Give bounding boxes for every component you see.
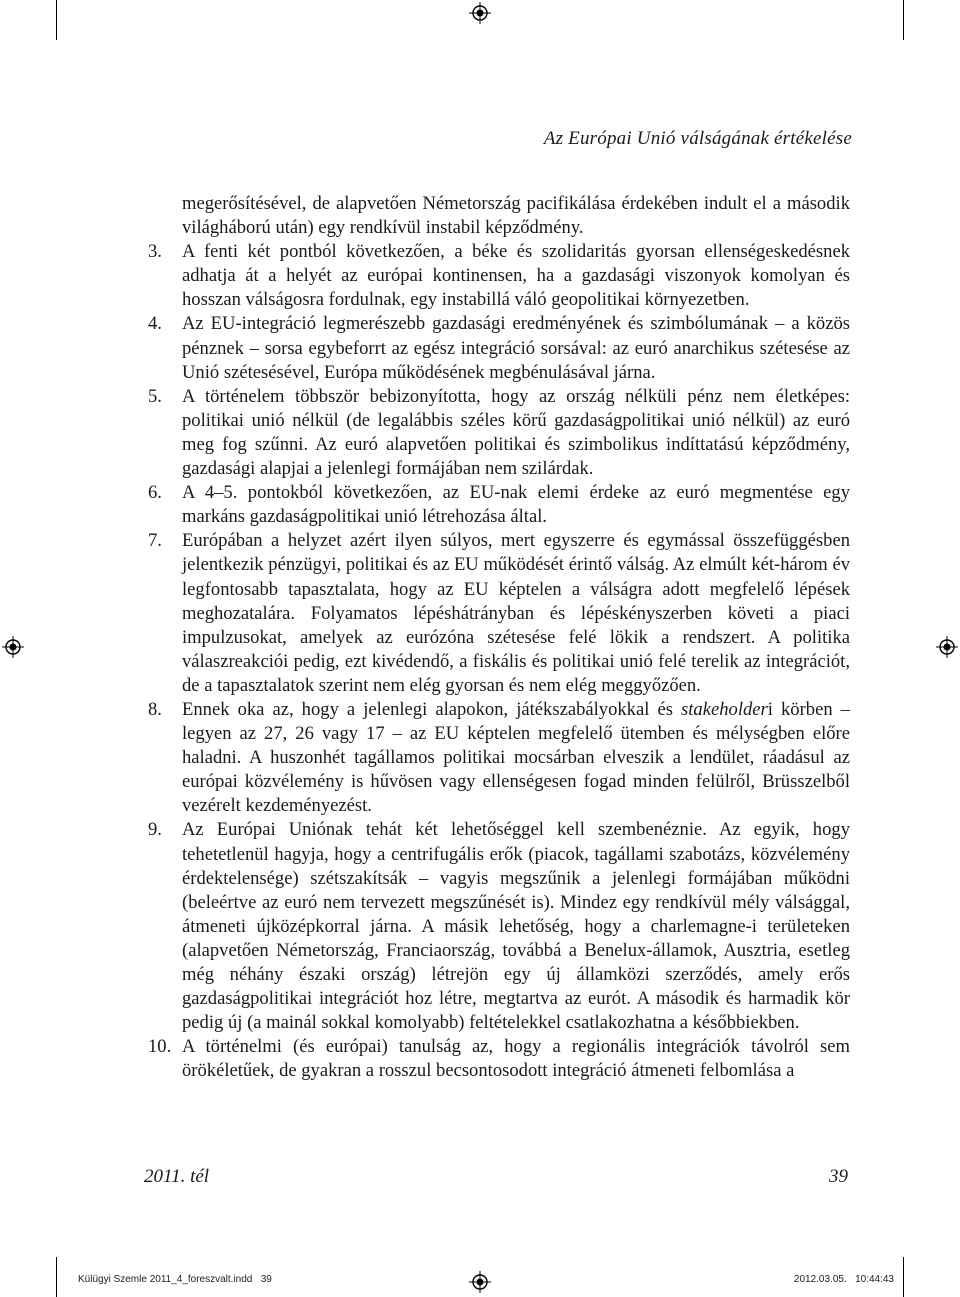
item-number: 10. [148, 1036, 172, 1058]
item-number: 5. [148, 385, 162, 407]
item-text: A 4–5. pontokból következően, az EU-nak elemi érdeke az euró megmentése egy markáns gazdaságpolitikai unió létrehozása által. [182, 482, 850, 528]
crop-mark [56, 0, 57, 40]
running-head: Az Európai Unió válságának értékelése [543, 128, 852, 149]
item-number: 3. [148, 241, 162, 263]
list-item [148, 698, 850, 818]
item-text: Európában a helyzet azért ilyen súlyos, mert egyszerre és egymással összefüggésben jelentkezik pénzügyi, politikai és az EU működését érintő válság. Az elmúlt két-három év legfontosabb tapasztalata, hogy az EU képtelen a válságra adott megfelelő lépések meghozatalára. Folyamatos lépéshátrányban és lépéskényszerben követi a piaci impulzusokat, amelyek az eurózóna szétesése felé lökik a rendszert. A politika válaszreakciói pedig, ezt kivédendő, a fiskális és politikai unió felé terelik az integrációt, de a tapasztalatok szerint nem elég gyorsan és nem elég meggyőzően. [182, 530, 850, 696]
list-item [148, 481, 850, 529]
item-text: Az Európai Uniónak tehát két lehetőséggel kell szembenéznie. Az egyik, hogy tehetetlenül hagyja, hogy a centrifugális erők (piacok, tagállami szabotázs, közvélemény érdektelensége) szétszakítsák – vagyis megszűnik a jelenlegi formájában működni (beleértve az euró nem tervezett megszűnését is). Mindez egy rendkívül mély válsággal, átmeneti újközépkorral járna. A másik lehetőség, hogy a charlemagne-i területeken (alapvetően Németország, Franciaország, továbbá a Benelux-államok, Ausztria, esetleg még néhány északi ország) létrejön egy új államközi szerződés, amely erős gazdaságpolitikai integrációt hoz létre, megtartva az eurót. A második és harmadik kör pedig új (a mainál sokkal komolyabb) feltételekkel csatlakozhatna a későbbiekben. [182, 819, 850, 1034]
issue-label: 2011. tél [144, 1166, 210, 1187]
list-item [148, 385, 850, 481]
crop-mark [56, 1257, 57, 1297]
item-text: A történelmi (és európai) tanulság az, hogy a regionális integrációk távolról sem örökéletűek, de gyakran a rosszul becsontosodott integráció átmeneti felbomlása a [182, 1036, 850, 1082]
crop-mark [903, 0, 904, 40]
item-number: 8. [148, 698, 162, 720]
list-item [148, 1035, 850, 1083]
list-item [148, 240, 850, 312]
list-item [148, 312, 850, 384]
item-number: 4. [148, 313, 162, 335]
item-text-part: i körben – legyen az 27, 26 vagy 17 – az EU képtelen megfelelő ütemben és mélységben előre haladni. A huszonhét tagállamos politikai mocsárban elveszik a lendület, ráadásul az európai közvélemény is hűvösen vagy ellenségesen fogad minden felülről, Brüsszelből vezérelt kezdeményezést. [182, 698, 850, 817]
crop-mark [903, 1257, 904, 1297]
registration-mark-icon [936, 636, 958, 658]
item-text: A fenti két pontból következően, a béke és szolidaritás gyorsan ellenségeskedésnek adhatja át a helyét az európai kontinensen, ha a gazdasági viszonyok komolyan és hosszan válságosra fordulnak, egy instabillá váló geopolitikai környezetben. [182, 241, 850, 311]
slug-filename: Külügyi Szemle 2011_4_foreszvalt.indd 39 [78, 1274, 272, 1285]
item-text: Az EU-integráció legmerészebb gazdasági eredményének és szimbólumának – a közös pénznek – sorsa egybeforrt az egész integráció sorsával: az euró anarchikus szétesése az Unió szétesésével, Európa működésének megbénulásával járna. [182, 313, 850, 383]
continuation-paragraph: megerősítésével, de alapvetően Németország pacifikálása érdekében indult el a második világháború után) egy rendkívül instabil képződmény. [182, 193, 850, 239]
body-text [148, 192, 850, 1083]
list-item [148, 818, 850, 1035]
registration-mark-icon [469, 2, 491, 24]
item-text-italic: stakeholder [681, 698, 768, 720]
item-text-part: Ennek oka az, hogy a jelenlegi alapokon, játékszabályokkal és [182, 698, 682, 720]
registration-mark-icon [2, 636, 24, 658]
item-text: A történelem többször bebizonyította, hogy az ország nélküli pénz nem életképes: politikai unió nélkül (de legalábbis széles körű gazdaságpolitikai unió nélkül) az euró meg fog szűnni. Az euró alapvetően politikai és szimbolikus indíttatású képződmény, gazdasági alapjai a jelenlegi formájában nem szilárdak. [182, 385, 850, 480]
slug-timestamp: 2012.03.05. 10:44:43 [793, 1274, 894, 1285]
page-number: 39 [829, 1166, 848, 1187]
registration-mark-icon [469, 1271, 491, 1293]
list-item [148, 529, 850, 698]
item-number: 7. [148, 530, 162, 552]
item-number: 9. [148, 819, 162, 841]
item-number: 6. [148, 482, 162, 504]
